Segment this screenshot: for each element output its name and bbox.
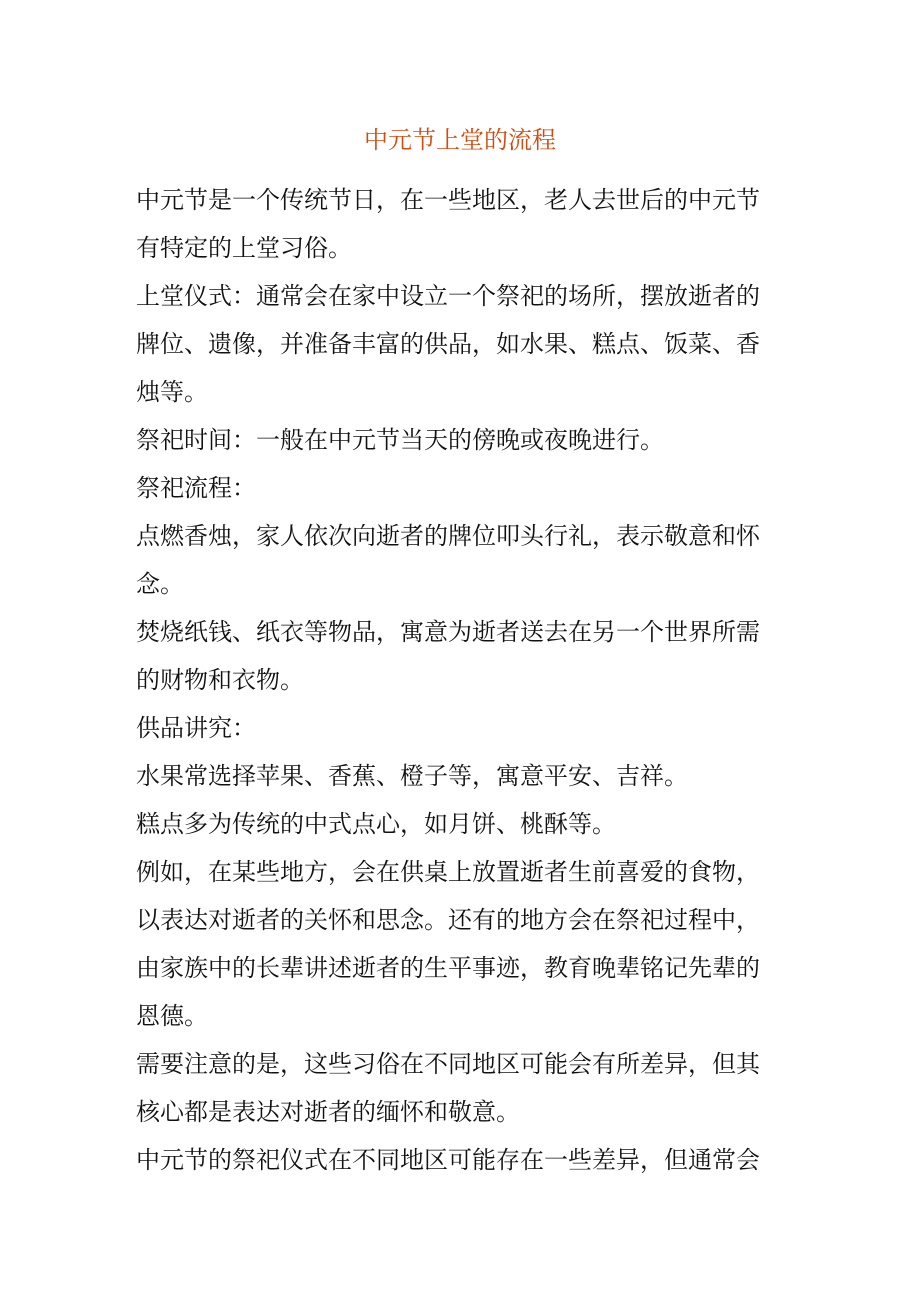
text-line: 以表达对逝者的关怀和思念。还有的地方会在祭祀过程中， (136, 906, 760, 934)
paragraph (136, 1040, 784, 1136)
paragraph (136, 608, 784, 704)
text-line: 焚烧纸钱、纸衣等物品，寓意为逝者送去在另一个世界所需 (136, 618, 760, 646)
text-line: 例如，在某些地方，会在供桌上放置逝者生前喜爱的食物， (136, 858, 760, 886)
document-title: 中元节上堂的流程 (364, 126, 556, 154)
text-line: 核心都是表达对逝者的缅怀和敬意。 (136, 1098, 520, 1126)
text-line: 祭祀时间：一般在中元节当天的傍晚或夜晚进行。 (136, 426, 664, 454)
text-line: 中元节是一个传统节日，在一些地区，老人去世后的中元节 (136, 186, 760, 214)
paragraph (136, 416, 784, 464)
paragraph (136, 1136, 784, 1184)
text-line: 上堂仪式：通常会在家中设立一个祭祀的场所，摆放逝者的 (136, 282, 760, 310)
document-body (136, 176, 784, 1184)
text-line: 有特定的上堂习俗。 (136, 234, 352, 262)
text-line: 恩德。 (136, 1002, 208, 1030)
text-line: 中元节的祭祀仪式在不同地区可能存在一些差异，但通常会 (136, 1146, 760, 1174)
text-line: 水果常选择苹果、香蕉、橙子等，寓意平安、吉祥。 (136, 762, 688, 790)
paragraph (136, 176, 784, 272)
paragraph (136, 800, 784, 848)
text-line: 需要注意的是，这些习俗在不同地区可能会有所差异，但其 (136, 1050, 760, 1078)
text-line: 供品讲究： (136, 714, 256, 742)
paragraph (136, 272, 784, 416)
text-line: 牌位、遗像，并准备丰富的供品，如水果、糕点、饭菜、香 (136, 330, 760, 358)
text-line: 祭祀流程： (136, 474, 256, 502)
section-heading (136, 704, 784, 752)
text-line: 的财物和衣物。 (136, 666, 304, 694)
text-line: 糕点多为传统的中式点心，如月饼、桃酥等。 (136, 810, 616, 838)
section-heading (136, 464, 784, 512)
paragraph (136, 752, 784, 800)
text-line: 由家族中的长辈讲述逝者的生平事迹，教育晚辈铭记先辈的 (136, 954, 760, 982)
paragraph (136, 848, 784, 1040)
text-line: 烛等。 (136, 378, 208, 406)
paragraph (136, 512, 784, 608)
text-line: 点燃香烛，家人依次向逝者的牌位叩头行礼，表示敬意和怀 (136, 522, 760, 550)
text-line: 念。 (136, 570, 184, 598)
